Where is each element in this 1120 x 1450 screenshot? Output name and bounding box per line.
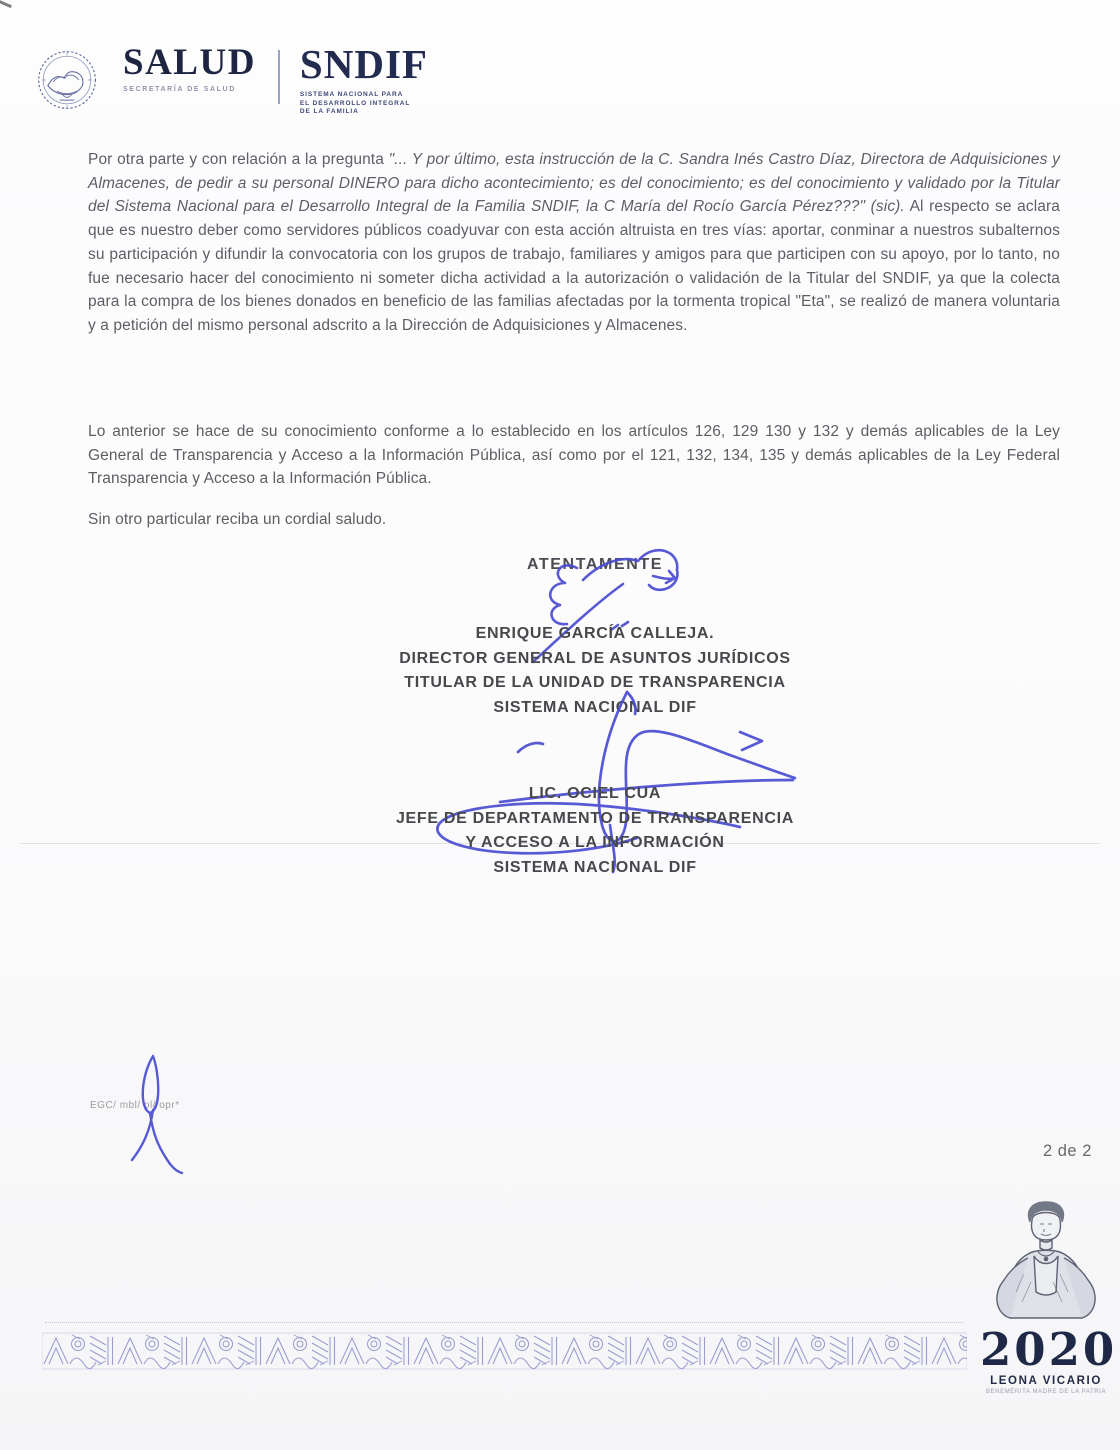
quoted-question-italic: "... Y por último, esta instrucción de la C. Sandra Inés Castro Díaz, Directora de Adquisiciones y Almacenes, de pedir a su personal DINERO para dicho acontecimiento; es del conocimiento; es del conocimiento y validado por la Titular del Sistema Nacional para el Desarrollo Integral de la Familia SNDIF, la C María del Rocío García Pérez???" (sic).: [88, 151, 1061, 216]
scan-corner-mark: [0, 0, 12, 8]
signatory-1-org: SISTEMA NACIONAL DIF: [493, 698, 697, 716]
closing-line: Sin otro particular reciba un cordial saludo.: [88, 511, 387, 528]
signatory-1-title2: TITULAR DE LA UNIDAD DE TRANSPARENCIA: [404, 674, 786, 691]
year-2020: 2020: [980, 1323, 1118, 1376]
signatory-2-name: LIC. OCIEL CUA: [528, 785, 662, 802]
paragraph-legal-basis: Lo anterior se hace de su conocimiento conforme a lo establecido en los artículos 126, 129 130 y 132 y demás aplicables de la Ley General de Transparencia y Acceso a la Información Pública, así como por el 121, 132, 134, 135 y demás aplicables de la Ley Federal Transparencia y Acceso a la Información Pública.: [88, 423, 1060, 488]
eagle-seal-icon: [35, 44, 99, 116]
signatory-2-title2: Y ACCESO A LA INFORMACIÓN: [465, 834, 725, 851]
signatory-2-org: SISTEMA NACIONAL DIF: [493, 858, 697, 876]
header-logos: [35, 41, 428, 117]
leona-vicario-name: LEONA VICARIO: [990, 1375, 1102, 1387]
paragraph-response: [88, 148, 1060, 338]
leona-vicario-tagline: BENEMÉRITA MADRE DE LA PATRIA: [985, 1389, 1107, 1395]
salud-wordmark: SALUD: [123, 42, 256, 83]
signatory-1-title1: DIRECTOR GENERAL DE ASUNTOS JURÍDICOS: [399, 649, 791, 667]
reference-initials: EGC/ mbl/ ol/ opr*: [90, 1100, 180, 1111]
paragraph-answer: Al respecto se aclara que es nuestro deber como servidores públicos coadyuvar con esta acción altruista en tres vías: aportar, conminar a nuestros subalternos su participación y difundir la convocatoria con los grupos de trabajo, familiares y amigos para que participen con su apoyo, por lo tanto, no fue necesario hacer del conocimiento ni someter dicha actividad a la autorización o validación de la Titular del SNDIF, ya que la colecta para la compra de los bienes donados en beneficio de las familias afectadas por la tormenta tropical "Eta", se realizó de manera voluntaria y a petición del mismo personal adscrito a la Dirección de Adquisiciones y Almacenes.: [88, 198, 1060, 334]
leona-vicario-2020-logo: [980, 1196, 1118, 1395]
band-top-dotted-line: [45, 1322, 963, 1323]
header-divider: [278, 50, 280, 104]
salud-subtitle: SECRETARÍA DE SALUD: [123, 86, 236, 93]
signatory-1-name: ENRIQUE GARCÍA CALLEJA.: [475, 625, 715, 642]
sndif-subtitle: SISTEMA NACIONAL PARA EL DESARROLLO INTEGRAL DE LA FAMILIA: [299, 91, 411, 115]
sndif-logo: [299, 41, 428, 117]
signature-ink-ribbon: [120, 1052, 190, 1182]
sndif-wordmark: SNDIF: [299, 41, 428, 87]
page-number: 2 de 2: [1043, 1142, 1092, 1160]
signatory-2-title1: JEFE DE DEPARTAMENTO DE TRANSPARENCIA: [395, 809, 795, 827]
leona-vicario-portrait-icon: [990, 1196, 1102, 1327]
decorative-pattern-band: [42, 1332, 967, 1375]
salud-logo: [123, 44, 256, 93]
signatory-2: [315, 782, 875, 880]
paragraph-lead: Por otra parte y con relación a la pregunta: [88, 151, 389, 168]
salutation: ATENTAMENTE: [526, 556, 664, 573]
